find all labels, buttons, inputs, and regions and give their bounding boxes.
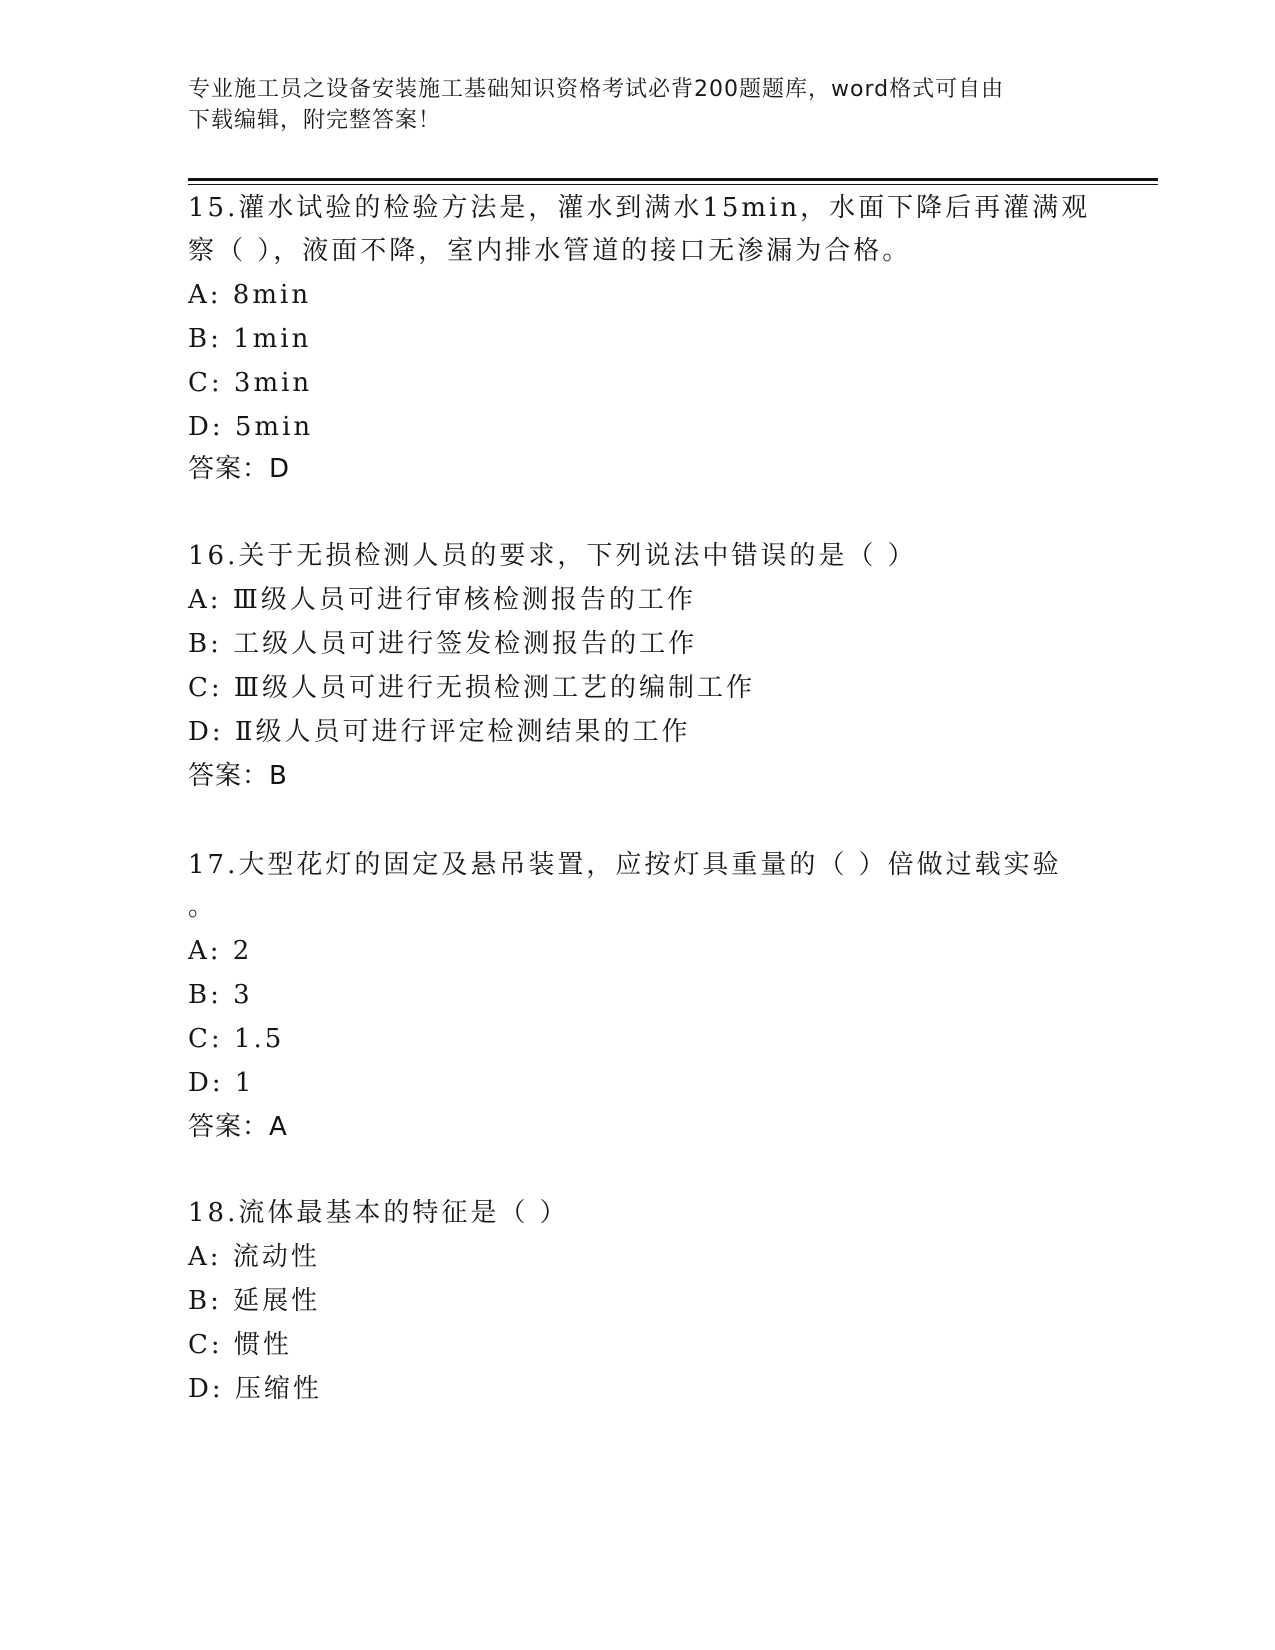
- header-line-1: 专业施工员之设备安装施工基础知识资格考试必背200题题库，word格式可自由: [188, 77, 1005, 102]
- option-a: A: 2: [188, 936, 253, 966]
- question-stem: 15.灌水试验的检验方法是，灌水到满水15min，水面下降后再灌满观: [188, 193, 1091, 223]
- question-stem: 。: [188, 892, 218, 922]
- option-d: D: 1: [188, 1068, 255, 1098]
- question-stem: 16.关于无损检测人员的要求，下列说法中错误的是（ ）: [188, 541, 917, 571]
- option-c: C: Ⅲ级人员可进行无损检测工艺的编制工作: [188, 673, 755, 703]
- answer-line: 答案：A: [188, 1112, 288, 1142]
- option-c: C: 3min: [188, 368, 313, 398]
- header-line-2: 下载编辑，附完整答案！: [188, 108, 442, 133]
- option-b: B: 延展性: [188, 1286, 321, 1316]
- option-b: B: 3: [188, 980, 253, 1010]
- header-divider-thick: [188, 178, 1158, 181]
- option-d: D: 5min: [188, 412, 314, 442]
- option-a: A: Ⅲ级人员可进行审核检测报告的工作: [188, 585, 696, 615]
- option-b: B: 工级人员可进行签发检测报告的工作: [188, 629, 698, 659]
- answer-line: 答案：B: [188, 761, 288, 791]
- option-c: C: 惯性: [188, 1330, 292, 1360]
- option-c: C: 1.5: [188, 1024, 285, 1054]
- question-stem: 察（ ），液面不降，室内排水管道的接口无渗漏为合格。: [188, 236, 912, 266]
- answer-line: 答案：D: [188, 454, 291, 484]
- question-stem: 17.大型花灯的固定及悬吊装置，应按灯具重量的（ ）倍做过载实验: [188, 850, 1062, 880]
- option-b: B: 1min: [188, 324, 312, 354]
- question-stem: 18.流体最基本的特征是（ ）: [188, 1198, 569, 1228]
- header-divider-thin: [188, 184, 1158, 185]
- option-a: A: 8min: [188, 280, 312, 310]
- option-d: D: 压缩性: [188, 1374, 322, 1404]
- option-d: D: Ⅱ级人员可进行评定检测结果的工作: [188, 717, 691, 747]
- document-header: [188, 74, 1068, 136]
- option-a: A: 流动性: [188, 1242, 320, 1272]
